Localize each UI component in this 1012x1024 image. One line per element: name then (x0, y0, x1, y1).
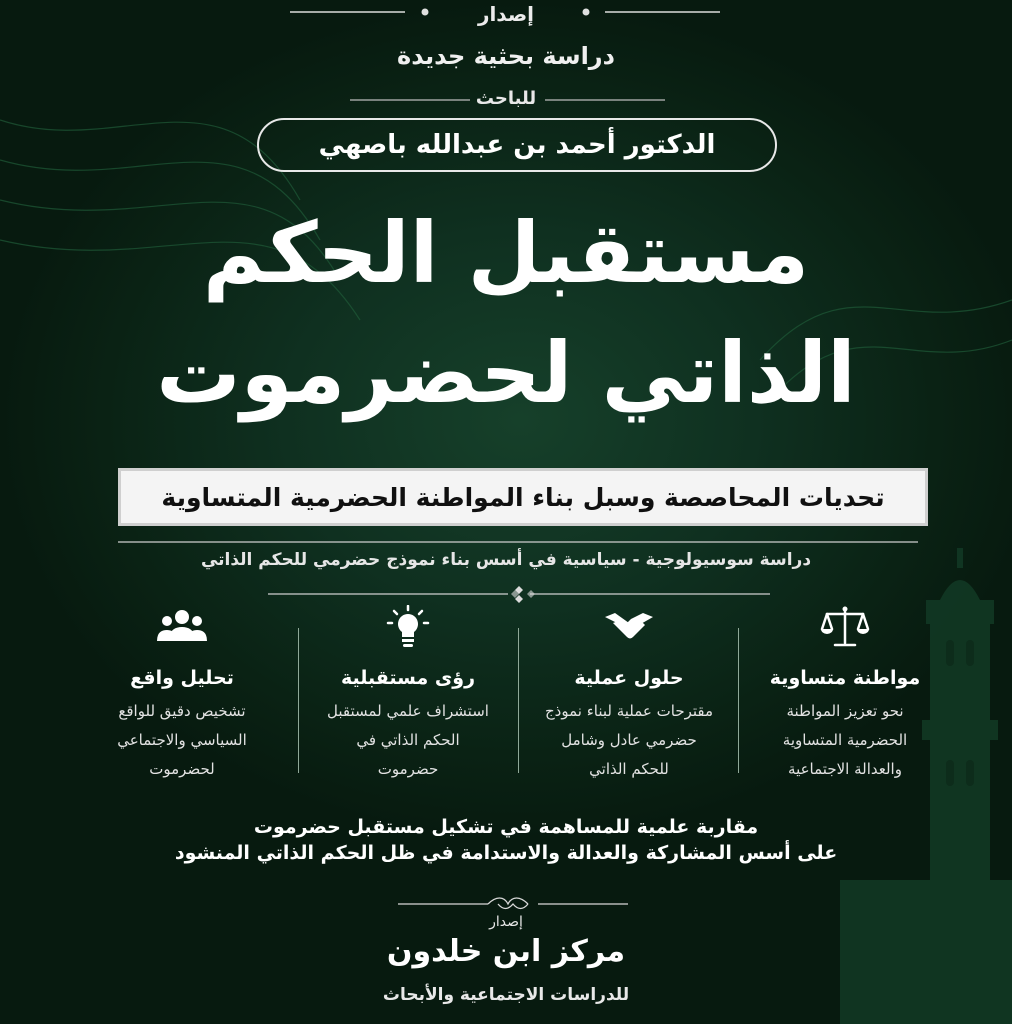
feature-desc: مقترحات عملية لبناء نموذج حضرمي عادل وشامل للحكم الذاتي (544, 702, 714, 778)
title-line-2: الذاتي لحضرموت (156, 324, 856, 422)
author-name-pill (257, 118, 777, 172)
feature-title: مواطنة متساوية (769, 667, 921, 689)
study-type: دراسة بحثية جديدة (397, 42, 615, 70)
feature-title: حلول عملية (574, 667, 684, 689)
banner-text: تحديات المحاصصة وسبل بناء المواطنة الحضرمية المتساوية (161, 482, 885, 512)
lightbulb-icon (382, 605, 434, 649)
study-description: دراسة سوسيولوجية - سياسية في أسس بناء نموذج حضرمي للحكم الذاتي (200, 550, 812, 570)
scales-icon (819, 605, 871, 649)
publisher-label: إصدار (489, 914, 523, 930)
column-divider (738, 628, 739, 773)
publisher-name: مركز ابن خلدون (386, 934, 626, 969)
by-researcher: للباحث (475, 88, 537, 109)
column-divider (518, 628, 519, 773)
approach-line-1: مقاربة علمية للمساهمة في تشكيل مستقبل حضرموت (253, 816, 759, 838)
author-name: الدكتور أحمد بن عبدالله باصهي (318, 130, 716, 160)
publication-label: إصدار (477, 2, 535, 26)
feature-practical-solutions (529, 605, 729, 784)
publisher-subtitle: للدراسات الاجتماعية والأبحاث (382, 985, 630, 1005)
approach-line-2: على أسس المشاركة والعدالة والاستدامة في ظل الحكم الذاتي المنشود (174, 842, 838, 864)
column-divider (298, 628, 299, 773)
feature-desc: تشخيص دقيق للواقع السياسي والاجتماعي لحضرموت (117, 702, 247, 778)
people-icon (156, 605, 208, 649)
feature-title: رؤى مستقبلية (340, 667, 476, 689)
feature-equal-citizenship (745, 605, 945, 784)
subtitle-banner (118, 468, 928, 526)
title-line-1: مستقبل الحكم (202, 204, 810, 302)
feature-desc: نحو تعزيز المواطنة الحضرمية المتساوية والعدالة الاجتماعية (782, 702, 908, 778)
feature-title: تحليل واقع (130, 667, 234, 689)
feature-desc: استشراف علمي لمستقبل الحكم الذاتي في حضرموت (327, 702, 489, 778)
handshake-icon (603, 605, 655, 649)
feature-future-visions (308, 605, 508, 784)
feature-analysis (82, 605, 282, 784)
